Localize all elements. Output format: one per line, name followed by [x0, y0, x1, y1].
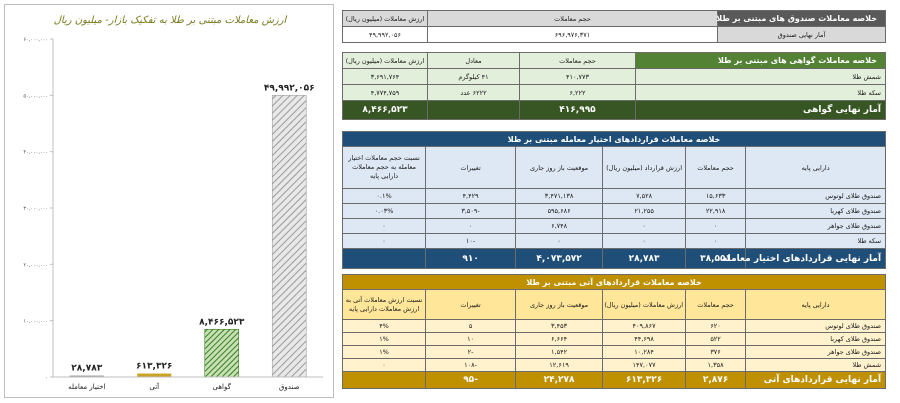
- table-row: [343, 204, 886, 219]
- bar-0: [272, 95, 306, 377]
- row-asset-label: سکه طلا: [746, 234, 886, 249]
- table-row: [343, 333, 886, 346]
- cert-volume: ۶,۲۲۲: [520, 85, 636, 101]
- row-asset-label: شمش طلا: [746, 359, 886, 372]
- fund-value: ۴۹,۹۹۲,۰۵۶: [343, 27, 428, 43]
- table-cell: ۰: [686, 234, 746, 249]
- table-cell: ۶,۷۴۸: [516, 219, 603, 234]
- table-cell: ۲۲,۹۱۸: [686, 204, 746, 219]
- table-row: [343, 219, 886, 234]
- futures-header-volume: حجم معاملات: [686, 290, 746, 320]
- table-cell: ۱,۳۵۸: [686, 359, 746, 372]
- table-cell: ۱۴۷,۰۷۷: [603, 359, 686, 372]
- table-row: [343, 85, 886, 101]
- table-cell: ۱۲,۶۱۹: [516, 359, 603, 372]
- table-cell: ۱%: [343, 333, 426, 346]
- table-cell: ۰.۱%: [343, 189, 426, 204]
- market-value-chart: [4, 4, 334, 398]
- table-row: [343, 320, 886, 333]
- total-row: [343, 249, 886, 269]
- table-cell: -۱۰: [426, 234, 516, 249]
- category-label: اختیار معامله: [68, 383, 106, 391]
- futures-total-volume: ۲,۸۷۶: [686, 372, 746, 389]
- table-row: [343, 359, 886, 372]
- table-cell: ۱۵,۶۳۳: [686, 189, 746, 204]
- y-tick-label: ۰: [45, 375, 48, 381]
- table-cell: ۰: [516, 234, 603, 249]
- cert-row-label: شمش طلا: [636, 69, 886, 85]
- table-cell: ۰: [343, 359, 426, 372]
- cert-header-volume: حجم معاملات: [520, 53, 636, 69]
- category-label: گواهی: [212, 383, 231, 391]
- y-tick-label: ۱۰,۰۰۰,۰۰۰: [23, 318, 48, 325]
- futures-total-open-interest: ۲۴,۲۷۸: [516, 372, 603, 389]
- table-cell: ۱۰,۲۸۴: [603, 346, 686, 359]
- table-row: [343, 69, 886, 85]
- cert-value: ۴,۷۷۴,۷۵۹: [343, 85, 428, 101]
- options-header-change: تغییرات: [426, 147, 516, 189]
- chart-svg: [5, 5, 335, 399]
- data-label: ۶۱۳,۳۲۶: [136, 361, 173, 372]
- data-label: ۲۸,۷۸۳: [71, 363, 103, 374]
- bars: [70, 83, 315, 377]
- cert-volume: ۴۱۰,۷۷۳: [520, 69, 636, 85]
- table-cell: ۱%: [343, 346, 426, 359]
- bar-2: [137, 374, 171, 377]
- y-axis: [23, 37, 53, 381]
- fund-table-title: خلاصه معاملات صندوق های مبتنی بر طلا: [718, 11, 886, 27]
- table-cell: ۰: [603, 219, 686, 234]
- futures-header-open-interest: موقعیت باز روز جاری: [516, 290, 603, 320]
- options-header-asset: دارایی پایه: [746, 147, 886, 189]
- cert-equivalent: ۴۱ کیلوگرم: [428, 69, 520, 85]
- y-tick-label: ۲۰,۰۰۰,۰۰۰: [23, 262, 48, 269]
- options-total-value: ۲۸,۷۸۳: [603, 249, 686, 269]
- options-header-open-interest: موقعیت باز روز جاری: [516, 147, 603, 189]
- cert-total-value: ۸,۴۶۶,۵۲۳: [343, 101, 428, 120]
- fund-volume: ۶۹۶,۹۷۶,۳۷۱: [428, 27, 718, 43]
- table-cell: ۴۴,۶۹۸: [603, 333, 686, 346]
- y-tick-label: ۶۰,۰۰۰,۰۰۰: [23, 37, 48, 43]
- options-header-ratio: نسبت حجم معاملات اختیار معامله به حجم معاملات دارایی پایه: [343, 147, 426, 189]
- options-total-ratio: [343, 249, 426, 269]
- y-tick-label: ۳۰,۰۰۰,۰۰۰: [23, 206, 48, 212]
- table-cell: ۶,۶۶۴: [516, 333, 603, 346]
- table-cell: ۲۱,۲۵۵: [603, 204, 686, 219]
- futures-total-ratio: [343, 372, 426, 389]
- futures-total-value: ۶۱۳,۳۲۶: [603, 372, 686, 389]
- y-tick-label: ۴۰,۰۰۰,۰۰۰: [23, 149, 48, 156]
- table-cell: ۰: [343, 219, 426, 234]
- table-row: [343, 234, 886, 249]
- data-label: ۸,۴۶۶,۵۲۳: [199, 317, 245, 328]
- options-total-open-interest: ۴,۰۷۳,۵۷۲: [516, 249, 603, 269]
- row-asset-label: صندوق طلای کهربا: [746, 204, 886, 219]
- row-asset-label: صندوق طلای جواهر: [746, 219, 886, 234]
- cert-total-volume: ۴۱۶,۹۹۵: [520, 101, 636, 120]
- cert-equivalent: ۶۲۲۲ عدد: [428, 85, 520, 101]
- futures-summary-table: [342, 274, 886, 389]
- options-total-volume: ۳۸,۵۵۱: [686, 249, 746, 269]
- table-row: [343, 189, 886, 204]
- table-cell: ۴۰۹,۸۶۷: [603, 320, 686, 333]
- cert-header-equivalent: معادل: [428, 53, 520, 69]
- chart-title: ارزش معاملات مبتنی بر طلا به تفکیک بازار- میلیون ریال: [53, 15, 287, 26]
- row-asset-label: صندوق طلای لوتوس: [746, 320, 886, 333]
- category-label: صندوق: [278, 383, 300, 391]
- table-cell: ۰: [686, 219, 746, 234]
- bar-1: [205, 329, 239, 377]
- options-total-change: ۹۱۰: [426, 249, 516, 269]
- table-cell: ۰: [603, 234, 686, 249]
- table-cell: ۴,۴۲۹: [426, 189, 516, 204]
- table-cell: ۱۰: [426, 333, 516, 346]
- futures-table-title: خلاصه معاملات قراردادهای آتی مبتنی بر طلا: [343, 275, 886, 290]
- futures-total-label: آمار نهایی قراردادهای آتی: [746, 372, 886, 389]
- row-asset-label: صندوق طلای لوتوس: [746, 189, 886, 204]
- futures-total-change: -۹۵: [426, 372, 516, 389]
- futures-header-change: تغییرات: [426, 290, 516, 320]
- table-cell: -۳,۵۰۹: [426, 204, 516, 219]
- certificate-summary-table: [342, 52, 886, 120]
- futures-header-asset: دارایی پایه: [746, 290, 886, 320]
- table-cell: ۰.۰۳%: [343, 204, 426, 219]
- table-cell: -۲: [426, 346, 516, 359]
- cert-total-label: آمار نهایی گواهی: [636, 101, 886, 120]
- table-cell: ۳۷۶: [686, 346, 746, 359]
- certificate-table-title: خلاصه معاملات گواهی های مبتنی بر طلا: [636, 53, 886, 69]
- cert-total-equivalent: [428, 101, 520, 120]
- table-cell: ۴%: [343, 320, 426, 333]
- y-tick-label: ۵۰,۰۰۰,۰۰۰: [23, 93, 48, 100]
- futures-header-value: ارزش معاملات (میلیون ریال): [603, 290, 686, 320]
- table-cell: ۰: [426, 219, 516, 234]
- fund-header-volume: حجم معاملات: [428, 11, 718, 27]
- row-asset-label: صندوق طلای کهربا: [746, 333, 886, 346]
- table-cell: ۰: [343, 234, 426, 249]
- fund-row-label: آمار نهایی صندوق: [718, 27, 886, 43]
- options-header-value: ارزش قرارداد (میلیون ریال): [603, 147, 686, 189]
- options-table-title: خلاصه معاملات قراردادهای اختیار معامله مبتنی بر طلا: [343, 132, 886, 147]
- table-cell: ۷,۵۲۸: [603, 189, 686, 204]
- total-row: [343, 101, 886, 120]
- options-summary-table: [342, 131, 886, 269]
- cert-value: ۳,۶۹۱,۷۶۴: [343, 69, 428, 85]
- x-axis: [53, 377, 323, 391]
- cert-header-value: ارزش معاملات (میلیون ریال): [343, 53, 428, 69]
- table-cell: ۳,۴۵۳: [516, 320, 603, 333]
- options-header-volume: حجم معاملات: [686, 147, 746, 189]
- row-asset-label: صندوق طلای جواهر: [746, 346, 886, 359]
- cert-row-label: سکه طلا: [636, 85, 886, 101]
- fund-summary-table: [342, 10, 886, 43]
- total-row: [343, 372, 886, 389]
- fund-header-value: ارزش معاملات (میلیون ریال): [343, 11, 428, 27]
- table-cell: ۵۹۵,۶۸۶: [516, 204, 603, 219]
- table-cell: ۵۲۲: [686, 333, 746, 346]
- table-cell: ۵: [426, 320, 516, 333]
- table-row: [343, 346, 886, 359]
- table-cell: -۱۰۸: [426, 359, 516, 372]
- table-cell: ۳,۴۷۱,۱۳۸: [516, 189, 603, 204]
- table-cell: ۱,۵۴۲: [516, 346, 603, 359]
- futures-header-ratio: نسبت ارزش معاملات آتی به ارزش معاملات دارایی پایه: [343, 290, 426, 320]
- category-label: آتی: [149, 383, 160, 391]
- table-cell: ۶۲۰: [686, 320, 746, 333]
- options-total-label: آمار نهایی قراردادهای اختیار معامله: [746, 249, 886, 269]
- data-label: ۴۹,۹۹۲,۰۵۶: [263, 83, 315, 94]
